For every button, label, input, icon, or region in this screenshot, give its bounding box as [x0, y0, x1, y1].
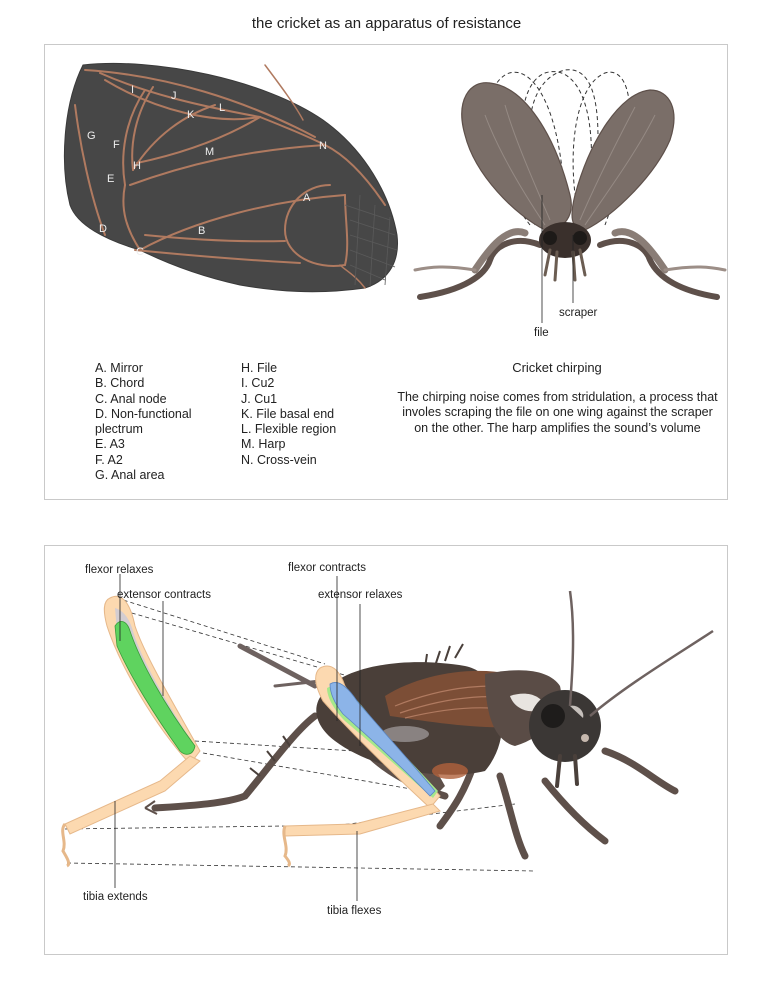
wing-legend-right [241, 361, 336, 468]
page-title: the cricket as an apparatus of resistance [251, 15, 522, 32]
legend-item: J. Cu1 [241, 391, 278, 406]
legend-item: M. Harp [241, 437, 286, 452]
wing-letter-i: I [131, 84, 135, 96]
leg-extended [63, 596, 200, 866]
cricket-body [145, 591, 713, 856]
legend-item: H. File [241, 361, 278, 375]
annotation-lines [115, 574, 360, 901]
file-label: file [534, 327, 549, 339]
tibia-extends-label: tibia extends [83, 891, 148, 903]
wing-letter-l: L [219, 102, 226, 114]
legend-item: B. Chord [95, 376, 145, 391]
wing-anatomy-panel [44, 44, 728, 500]
legend-item: C. Anal node [95, 391, 167, 406]
wing-letter-d: D [99, 223, 107, 235]
extensor-relaxes-label: extensor relaxes [318, 589, 403, 601]
wing-legend-left [95, 361, 215, 483]
legend-item: A. Mirror [95, 361, 143, 375]
legend-item: I. Cu2 [241, 376, 275, 391]
wing-letter-j: J [171, 90, 177, 102]
scraper-label: scraper [559, 307, 598, 319]
tibia-flexes-label: tibia flexes [327, 905, 382, 917]
flexor-contracts-label: flexor contracts [288, 562, 366, 574]
leg-mechanics-panel [44, 545, 728, 955]
legend-item: L. Flexible region [241, 422, 337, 437]
wing-letter-m: M [205, 146, 215, 158]
legend-item: E. A3 [95, 437, 125, 452]
wing-letter-h: H [133, 160, 141, 172]
chirping-description: The chirping noise comes from stridulation, a process that involes scraping the file on one wing against the scraper on the other. The harp amplifies the sound’s volume [397, 390, 718, 435]
wing-letter-e: E [107, 173, 115, 185]
wing-letter-b: B [198, 225, 206, 237]
extensor-contracts-label: extensor contracts [117, 589, 211, 601]
legend-item: G. Anal area [95, 468, 165, 483]
wing-letter-n: N [319, 140, 327, 152]
legend-item: D. Non-functional plectrum [95, 406, 192, 437]
wing-letter-a: A [303, 192, 311, 204]
legend-item: K. File basal end [241, 406, 335, 421]
wing-letter-g: G [87, 130, 96, 142]
wing-letter-f: F [113, 139, 120, 151]
chirping-cricket [415, 70, 725, 339]
legend-item: N. Cross-vein [241, 452, 317, 467]
chirping-heading: Cricket chirping [512, 360, 602, 375]
forewing [64, 63, 397, 291]
legend-item: F. A2 [95, 452, 123, 467]
wing-letter-c: C [136, 246, 144, 258]
wing-letter-k: K [187, 109, 195, 121]
leg-illustration [45, 546, 729, 956]
flexor-relaxes-label: flexor relaxes [85, 564, 154, 576]
